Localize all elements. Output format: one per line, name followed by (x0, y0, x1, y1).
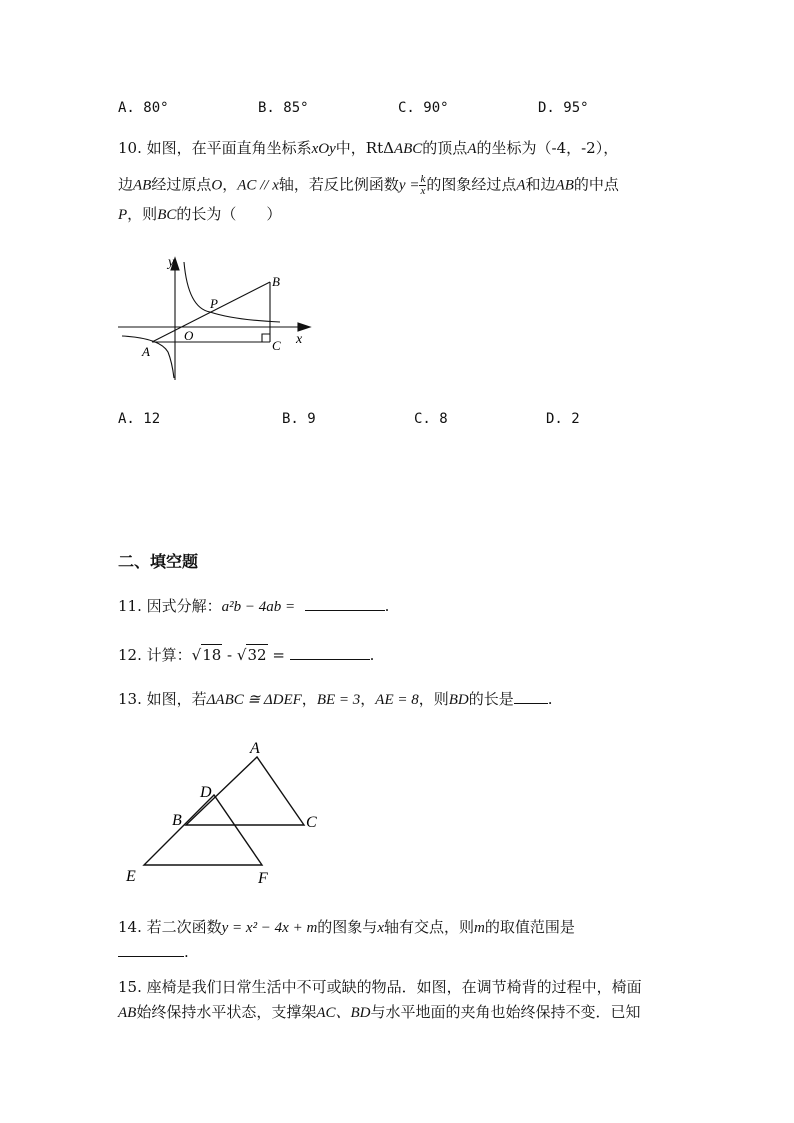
q14-m: m (474, 920, 485, 936)
x-axis-arrow (298, 323, 310, 331)
fig-label-o: O (184, 328, 194, 343)
q10-text: ，则 (127, 205, 158, 223)
q12-label: 12. 计算： (118, 646, 192, 664)
q14-x: x (377, 920, 384, 936)
q10-point-p: P (118, 207, 128, 223)
q10-option-d: D. 2 (546, 411, 580, 427)
q10-line-2 (118, 174, 619, 197)
q13-ae: AE = 8 (375, 692, 419, 708)
q10-text: 的图象经过点 (426, 175, 517, 194)
q9-option-a: A. 80° (118, 100, 169, 116)
q10-option-a: A. 12 (118, 411, 161, 427)
q10-func-denominator: x (420, 185, 426, 197)
q10-text: 的顶点 (422, 139, 468, 157)
fig-label-y: y (168, 255, 175, 270)
q12-end: . (369, 646, 375, 664)
q15-ac-bd: AC、BD (316, 1005, 371, 1021)
q13-line (118, 689, 553, 710)
q9-option-c: C. 90° (398, 100, 449, 116)
sqrt-symbol: √ (236, 646, 247, 664)
q10-text: 边 (118, 175, 134, 194)
segment-ab (152, 282, 270, 342)
q10-ab: AB (555, 177, 574, 194)
fig13-label-c: C (306, 814, 317, 831)
q9-option-d: D. 95° (538, 100, 589, 116)
q10-point-a: A (516, 177, 526, 194)
q11-expression: a²b − 4ab = (221, 599, 296, 615)
q14-line-2 (118, 942, 189, 962)
fig13-label-d: D (200, 784, 212, 801)
section-2-title: 二、填空题 (118, 552, 199, 571)
q12-equals: = (267, 646, 285, 664)
fig-label-x: x (296, 332, 303, 347)
q10-text: 中，Rt (335, 139, 384, 157)
q10-option-c: C. 8 (414, 411, 448, 427)
q13-end: . (547, 690, 553, 708)
q10-func-numerator: k (420, 173, 426, 185)
q11-line (118, 596, 389, 617)
q14-label: 14. 若二次函数 (118, 918, 222, 936)
q13-be: BE = 3 (316, 692, 361, 708)
q12-radicand-2: 32 (247, 646, 267, 664)
q10-line-3 (118, 204, 281, 225)
q12-radicand-1: 18 (202, 646, 222, 664)
q13-text: 的长是 (468, 690, 514, 708)
right-angle-mark (262, 334, 270, 342)
q12-line (118, 644, 374, 665)
q13-label: 13. 如图，若 (118, 690, 207, 708)
q10-text: 的中点 (573, 175, 619, 194)
fig-label-c: C (272, 338, 281, 353)
q14-function: y = x² − 4x + m (221, 920, 318, 936)
q13-text: ， (301, 690, 317, 708)
fig-label-a: A (142, 344, 150, 359)
sqrt-symbol: √ (191, 646, 202, 664)
q15-line-1: 15. 座椅是我们日常生活中不可或缺的物品．如图，在调节椅背的过程中，椅面 (118, 978, 642, 996)
q13-congruence: ΔABC ≅ ΔDEF (206, 692, 302, 708)
q13-text: ， (360, 690, 376, 708)
q13-figure (120, 735, 330, 890)
triangle-def (144, 795, 262, 865)
q10-number: 10. 如图，在平面直角坐标系 (118, 139, 312, 157)
q10-figure (112, 248, 322, 388)
q11-label: 11. 因式分解： (118, 597, 222, 615)
q10-point-a: A (467, 141, 477, 157)
q10-func-lhs: y = (398, 177, 420, 194)
q10-xoy: xOy (311, 141, 336, 157)
q14-line-1 (118, 917, 575, 938)
fig-label-b: B (272, 274, 280, 289)
q10-coordinate: （-4，-2）， (536, 139, 619, 157)
q14-answer-blank (118, 942, 184, 957)
q10-line-1 (118, 138, 618, 159)
q15-text: 与水平地面的夹角也始终保持不变．已知 (370, 1003, 641, 1021)
fig13-label-a: A (250, 740, 260, 757)
q11-end: . (384, 597, 390, 615)
q10-option-b: B. 9 (282, 411, 316, 427)
fig13-label-b: B (172, 812, 182, 829)
q9-option-b: B. 85° (258, 100, 309, 116)
q12-minus: - (222, 646, 237, 664)
q14-text: 的取值范围是 (484, 918, 575, 936)
q13-bd: BD (448, 692, 469, 708)
q12-answer-blank (290, 645, 370, 660)
q10-text: 经过原点 (151, 175, 212, 194)
q10-abc: ABC (393, 141, 423, 157)
q10-text: 的坐标为 (476, 139, 537, 157)
q13-answer-blank (514, 689, 548, 704)
q10-origin: O (211, 177, 223, 194)
q14-text: 的图象与 (317, 918, 378, 936)
q10-delta: Δ (383, 139, 394, 157)
q14-end: . (184, 943, 189, 961)
q15-ab: AB (118, 1005, 137, 1021)
q10-text: 和边 (525, 175, 556, 194)
q15-line-2 (118, 1002, 641, 1023)
q13-text: ，则 (418, 690, 449, 708)
q11-answer-blank (305, 596, 385, 611)
q10-text: 轴，若反比例函数 (278, 175, 399, 194)
fig13-label-f: F (258, 870, 268, 887)
q15-text: 始终保持水平状态，支撑架 (136, 1003, 317, 1021)
q10-text: ， (222, 175, 238, 194)
q10-ac-parallel: AC // x (237, 177, 279, 194)
q10-text: 的长为（ ） (176, 205, 282, 223)
fig13-label-e: E (126, 868, 136, 885)
q10-ab: AB (133, 177, 152, 194)
q14-text: 轴有交点，则 (383, 918, 474, 936)
hyperbola-branch-q1 (184, 262, 280, 322)
fig-label-p: P (210, 296, 218, 311)
q10-bc: BC (157, 207, 177, 223)
